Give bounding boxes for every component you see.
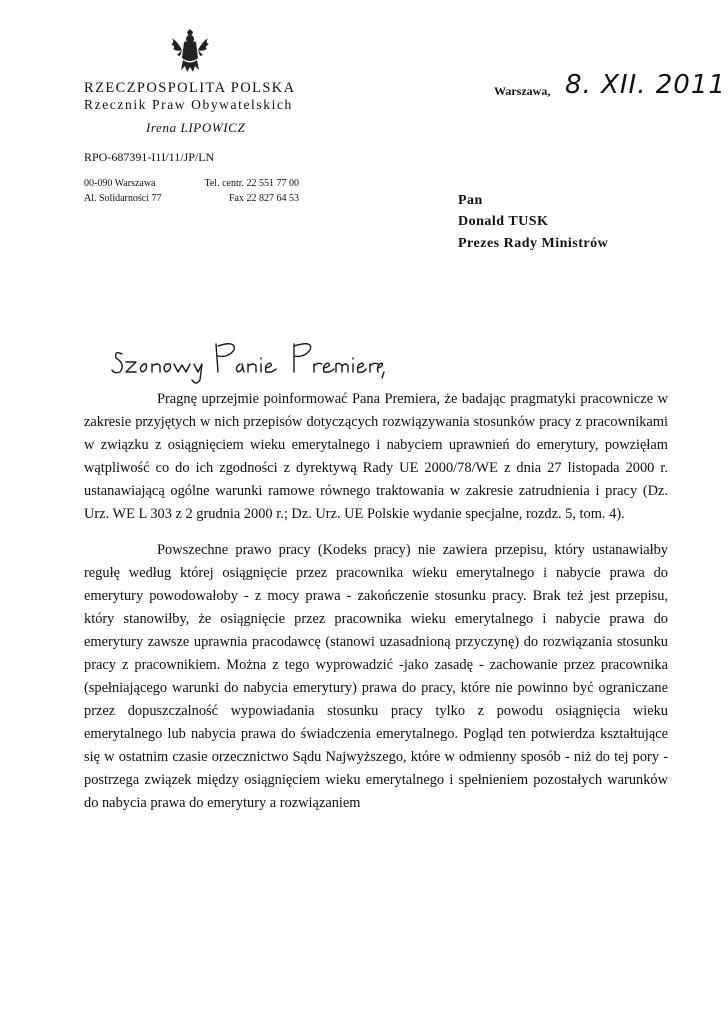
sender-address-line2: Al. Solidarności 77 bbox=[84, 193, 162, 204]
reference-number: RPO-687391-I1I/11/JP/LN bbox=[84, 150, 215, 164]
recipient-position: Prezes Rady Ministrów bbox=[458, 236, 609, 251]
eagle-emblem-icon bbox=[168, 28, 212, 78]
sender-address-line1: 00-090 Warszawa bbox=[84, 178, 156, 189]
phone-number: Tel. centr. 22 551 77 00 bbox=[204, 178, 299, 189]
handwritten-date: 8. XII. 2011 bbox=[565, 70, 726, 100]
letter-body bbox=[84, 388, 668, 828]
office-name: RZECZPOSPOLITA POLSKA bbox=[84, 80, 296, 96]
recipient-title: Pan bbox=[458, 193, 483, 208]
body-paragraph: Powszechne prawo pracy (Kodeks pracy) nie zawiera przepisu, który ustanawiałby regułę według której osiągnięcie przez pracownika wieku emerytalnego i nabycie prawa do emerytury powodowałoby - z mocy prawa - zakończenie stosunku pracy. Brak też jest przepisu, który stanowiłby, że osiągnięcie przez pracownika wieku emerytalnego i nabycie prawa do emerytury zawsze uprawnia pracodawcę (stanowi uzasadnioną przyczynę) do rozwiązania stosunku pracy z pracownikiem. Można z tego wyprowadzić -jako zasadę - zachowanie przez pracownika (spełniającego warunki do nabycia emerytury) prawa do pracy, które nie powinno być ograniczane przez dopuszczalność wypowiadania stosunku pracy tylko z powodu osiągnięcia wieku emerytalnego lub nabycia prawa do świadczenia emerytalnego. Pogląd ten potwierdza kształtujące się w ostatnim czasie orzecznictwo Sądu Najwyższego, które w odmienny sposób - niż do tej pory - postrzega związek między osiągnięciem wieku emerytalnego i spełnieniem pozostałych warunków do nabycia prawa do emerytury a rozwiązaniem bbox=[84, 542, 668, 811]
fax-number: Fax 22 827 64 53 bbox=[229, 193, 299, 204]
office-subtitle: Rzecznik Praw Obywatelskich bbox=[84, 97, 293, 112]
date-city: Warszawa, bbox=[494, 84, 551, 98]
body-paragraph: Pragnę uprzejmie poinformować Pana Premiera, że badając pragmatyki pracownicze w zakresie przyjętych w nich przepisów dotyczących rozwiązywania stosunków pracy z pracownikami w związku z osiągnięciem wieku emerytalnego i nabyciem uprawnień do emerytury, powzięłam wątpliwość co do ich zgodności z dyrektywą Rady UE 2000/78/WE z dnia 27 listopada 2000 r. ustanawiającą ogólne warunki ramowe równego traktowania w zakresie zatrudnienia i pracy (Dz. Urz. WE L 303 z 2 grudnia 2000 r.; Dz. Urz. UE Polskie wydanie specjalne, rozdz. 5, tom. 4). bbox=[84, 391, 668, 522]
handwritten-salutation bbox=[108, 332, 388, 388]
sender-name: Irena LIPOWICZ bbox=[146, 120, 246, 135]
recipient-name: Donald TUSK bbox=[458, 214, 549, 229]
